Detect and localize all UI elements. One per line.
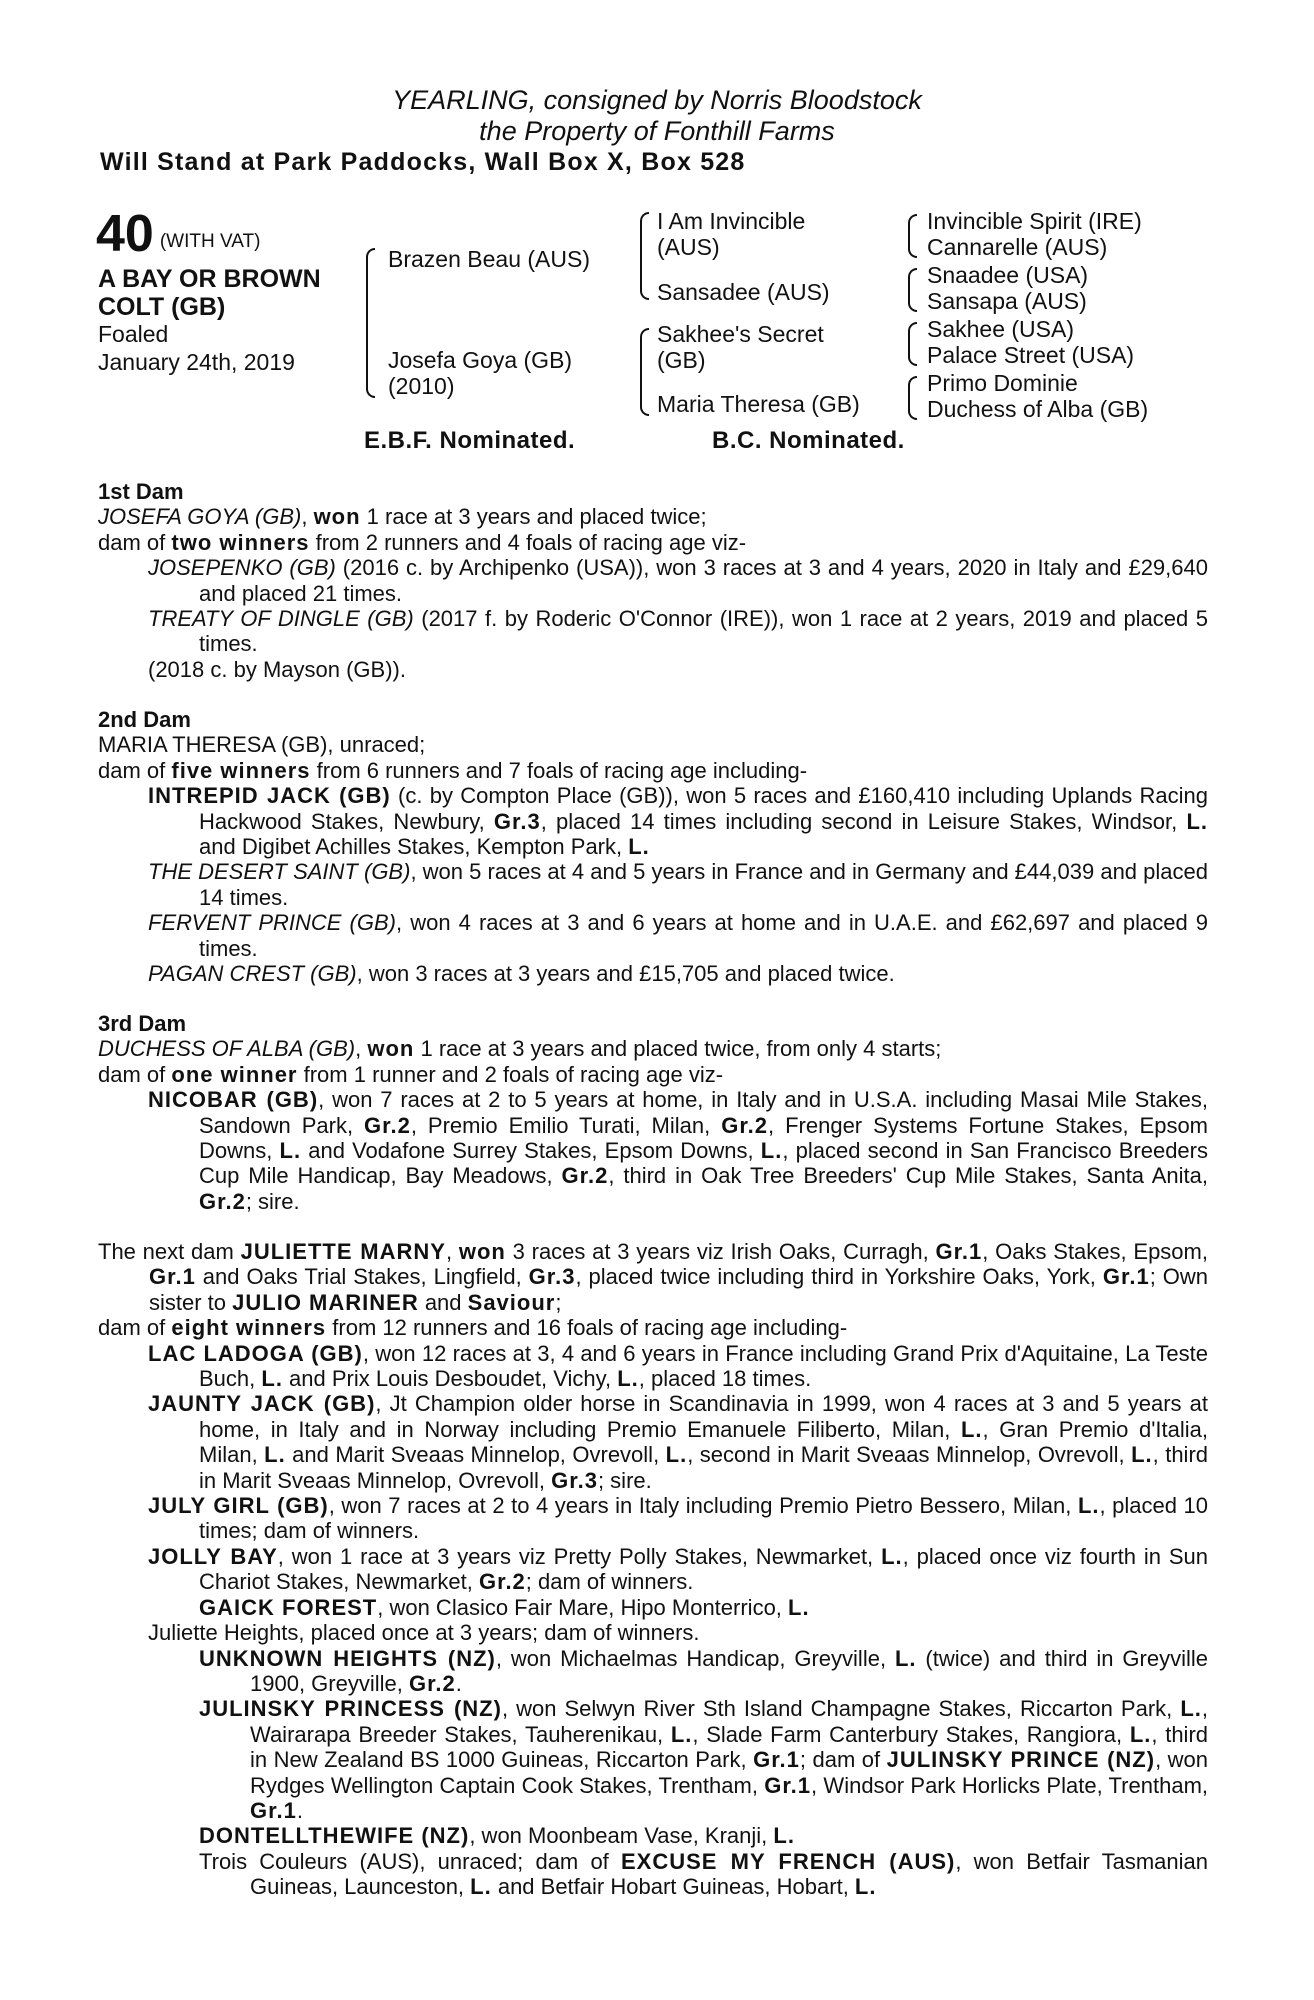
second-dam-section xyxy=(98,707,1208,986)
pedigree-dam-sire: Sakhee's Secret xyxy=(657,321,824,347)
produce-entry: FERVENT PRINCE (GB), won 4 races at 3 and 6 years at home and in U.A.E. and £62,697 and placed 9 times. xyxy=(148,910,1208,961)
lot-number: 40 xyxy=(96,205,154,263)
produce-entry: UNKNOWN HEIGHTS (NZ), won Michaelmas Handicap, Greyville, L. (twice) and third in Greyville 1900, Greyville, Gr.2. xyxy=(199,1645,1208,1696)
pedigree-g1: Invincible Spirit (IRE) xyxy=(927,208,1142,234)
foaled-label: Foaled xyxy=(98,321,169,347)
pedigree-sire: Brazen Beau (AUS) xyxy=(388,246,590,272)
ebf-nominated: E.B.F. Nominated. xyxy=(364,427,576,454)
produce-entry: TREATY OF DINGLE (GB) (2017 f. by Roderic O'Connor (IRE)), won 1 race at 2 years, 2019 and placed 5 times. xyxy=(148,606,1209,657)
stabling-line: Will Stand at Park Paddocks, Wall Box X, Box 528 xyxy=(100,148,746,176)
lot-title xyxy=(98,265,321,321)
dam-line: The next dam JULIETTE MARNY, won 3 races at 3 years viz Irish Oaks, Curragh, Gr.1, Oaks Stakes, Epsom, Gr.1 and Oaks Trial Stakes, Lingfield, Gr.3, placed twice including third in Yorkshire Oaks, York, Gr.1; Own sister to JULIO MARINER and Saviour; xyxy=(98,1239,1208,1315)
pedigree-dam: Josefa Goya (GB) xyxy=(388,347,573,373)
produce-entry: DONTELLTHEWIFE (NZ), won Moonbeam Vase, Kranji, L. xyxy=(199,1823,795,1849)
section-heading: 2nd Dam xyxy=(98,707,191,732)
vat-note: (WITH VAT) xyxy=(159,231,261,252)
pedigree-g6: Palace Street (USA) xyxy=(927,342,1135,368)
first-dam-section xyxy=(98,479,1208,682)
brace-g2 xyxy=(908,268,917,312)
foaled-date: January 24th, 2019 xyxy=(98,349,295,375)
produce-summary: dam of five winners from 6 runners and 7 foals of racing age including- xyxy=(98,757,808,783)
produce-entry: Juliette Heights, placed once at 3 years; dam of winners. xyxy=(148,1620,700,1646)
next-dam-section xyxy=(98,1239,1208,1900)
section-heading: 1st Dam xyxy=(98,479,184,504)
dam-line: MARIA THERESA (GB), unraced; xyxy=(98,732,426,758)
produce-entry: (2018 c. by Mayson (GB)). xyxy=(148,656,406,682)
produce-entry: THE DESERT SAINT (GB), won 5 races at 4 and 5 years in France and in Germany and £44,039 and placed 14 times. xyxy=(148,859,1208,910)
produce-entry: Trois Couleurs (AUS), unraced; dam of EXCUSE MY FRENCH (AUS), won Betfair Tasmanian Guineas, Launceston, L. and Betfair Hobart Guineas, Hobart, L. xyxy=(199,1848,1208,1900)
pedigree-dam-sire-country: (GB) xyxy=(657,347,706,373)
bc-nominated: B.C. Nominated. xyxy=(712,427,905,454)
brace-sire-parents xyxy=(640,212,649,300)
lot-title-line1: A BAY OR BROWN xyxy=(98,265,321,293)
produce-entry: PAGAN CREST (GB), won 3 races at 3 years and £15,705 and placed twice. xyxy=(148,961,895,987)
produce-entry: NICOBAR (GB), won 7 races at 2 to 5 years at home, in Italy and in U.S.A. including Masai Mile Stakes, Sandown Park, Gr.2, Premio Emilio Turati, Milan, Gr.2, Frenger Systems Fortune Stakes, Epsom Downs, L. and Vodafone Surrey Stakes, Epsom Downs, L., placed second in San Francisco Breeders Cup Mile Handicap, Bay Meadows, Gr.2, third in Oak Tree Breeders' Cup Mile Stakes, Santa Anita, Gr.2; sire. xyxy=(148,1087,1209,1214)
produce-summary: dam of two winners from 2 runners and 4 foals of racing age viz- xyxy=(98,529,747,555)
pedigree-g5: Sakhee (USA) xyxy=(927,316,1075,342)
produce-entry: JAUNTY JACK (GB), Jt Champion older horse in Scandinavia in 1999, won 4 races at 3 and 5 years at home, in Italy and in Norway including Premio Emanuele Filiberto, Milan, L., Gran Premio d'Italia, Milan, L. and Marit Sveaas Minnelop, Ovrevoll, L., second in Marit Sveaas Minnelop, Ovrevoll, L., third in Marit Sveaas Minnelop, Ovrevoll, Gr.3; sire. xyxy=(148,1391,1209,1493)
produce-summary: dam of eight winners from 12 runners and 16 foals of racing age including- xyxy=(98,1315,848,1341)
foaled-block xyxy=(98,320,295,376)
pedigree-sire-sire: I Am Invincible xyxy=(657,208,806,234)
brace-g1 xyxy=(908,214,917,258)
produce-entry: JOSEPENKO (GB) (2016 c. by Archipenko (USA)), won 3 races at 3 and 4 years, 2020 in Italy and £29,640 and placed 21 times. xyxy=(148,555,1208,606)
dam-line: DUCHESS OF ALBA (GB), won 1 race at 3 years and placed twice, from only 4 starts; xyxy=(98,1036,942,1062)
produce-entry: JULY GIRL (GB), won 7 races at 2 to 4 years in Italy including Premio Pietro Bessero, Milan, L., placed 10 times; dam of winners. xyxy=(148,1493,1209,1544)
pedigree-g3: Snaadee (USA) xyxy=(927,262,1089,288)
property-line: the Property of Fonthill Farms xyxy=(479,116,835,146)
produce-entry: LAC LADOGA (GB), won 12 races at 3, 4 and 6 years in France including Grand Prix d'Aquitaine, La Teste Buch, L. and Prix Louis Desboudet, Vichy, L., placed 18 times. xyxy=(148,1340,1208,1392)
produce-entry: INTREPID JACK (GB) (c. by Compton Place (GB)), won 5 races and £160,410 including Uplands Racing Hackwood Stakes, Newbury, Gr.3, placed 14 times including second in Leisure Stakes, Windsor, L. and Digibet Achilles Stakes, Kempton Park, L. xyxy=(148,783,1209,860)
pedigree-g8: Duchess of Alba (GB) xyxy=(927,396,1149,422)
brace-dam-parents xyxy=(640,328,649,416)
produce-entry: GAICK FOREST, won Clasico Fair Mare, Hipo Monterrico, L. xyxy=(199,1594,810,1620)
pedigree-g7: Primo Dominie xyxy=(927,370,1078,396)
brace-g4 xyxy=(908,376,917,420)
dam-line: JOSEFA GOYA (GB), won 1 race at 3 years and placed twice; xyxy=(98,504,707,530)
consignor-line: YEARLING, consigned by Norris Bloodstock xyxy=(392,85,922,115)
produce-entry: JULINSKY PRINCESS (NZ), won Selwyn River Sth Island Champagne Stakes, Riccarton Park, L., Wairarapa Breeder Stakes, Tauherenikau, L., Slade Farm Canterbury Stakes, Rangiora, L., third in New Zealand BS 1000 Guineas, Riccarton Park, Gr.1; dam of JULINSKY PRINCE (NZ), won Rydges Wellington Captain Cook Stakes, Trentham, Gr.1, Windsor Park Horlicks Plate, Trentham, Gr.1. xyxy=(199,1696,1209,1823)
lot-number-block xyxy=(96,205,261,263)
produce-entry: JOLLY BAY, won 1 race at 3 years viz Pretty Polly Stakes, Newmarket, L., placed once viz fourth in Sun Chariot Stakes, Newmarket, Gr.2; dam of winners. xyxy=(148,1543,1208,1595)
pedigree-sire-dam: Sansadee (AUS) xyxy=(657,279,830,305)
pedigree-dam-dam: Maria Theresa (GB) xyxy=(657,391,860,417)
pedigree-dam-year: (2010) xyxy=(388,373,455,399)
brace-g3 xyxy=(908,322,917,366)
third-dam-section xyxy=(98,1011,1208,1214)
lot-title-line2: COLT (GB) xyxy=(98,293,226,321)
pedigree-g2: Cannarelle (AUS) xyxy=(927,234,1108,260)
section-heading: 3rd Dam xyxy=(98,1011,187,1036)
pedigree-sire-sire-country: (AUS) xyxy=(657,234,720,260)
produce-summary: dam of one winner from 1 runner and 2 foals of racing age viz- xyxy=(98,1061,724,1087)
brace-sire-dam xyxy=(366,248,375,398)
pedigree-g4: Sansapa (AUS) xyxy=(927,288,1087,314)
